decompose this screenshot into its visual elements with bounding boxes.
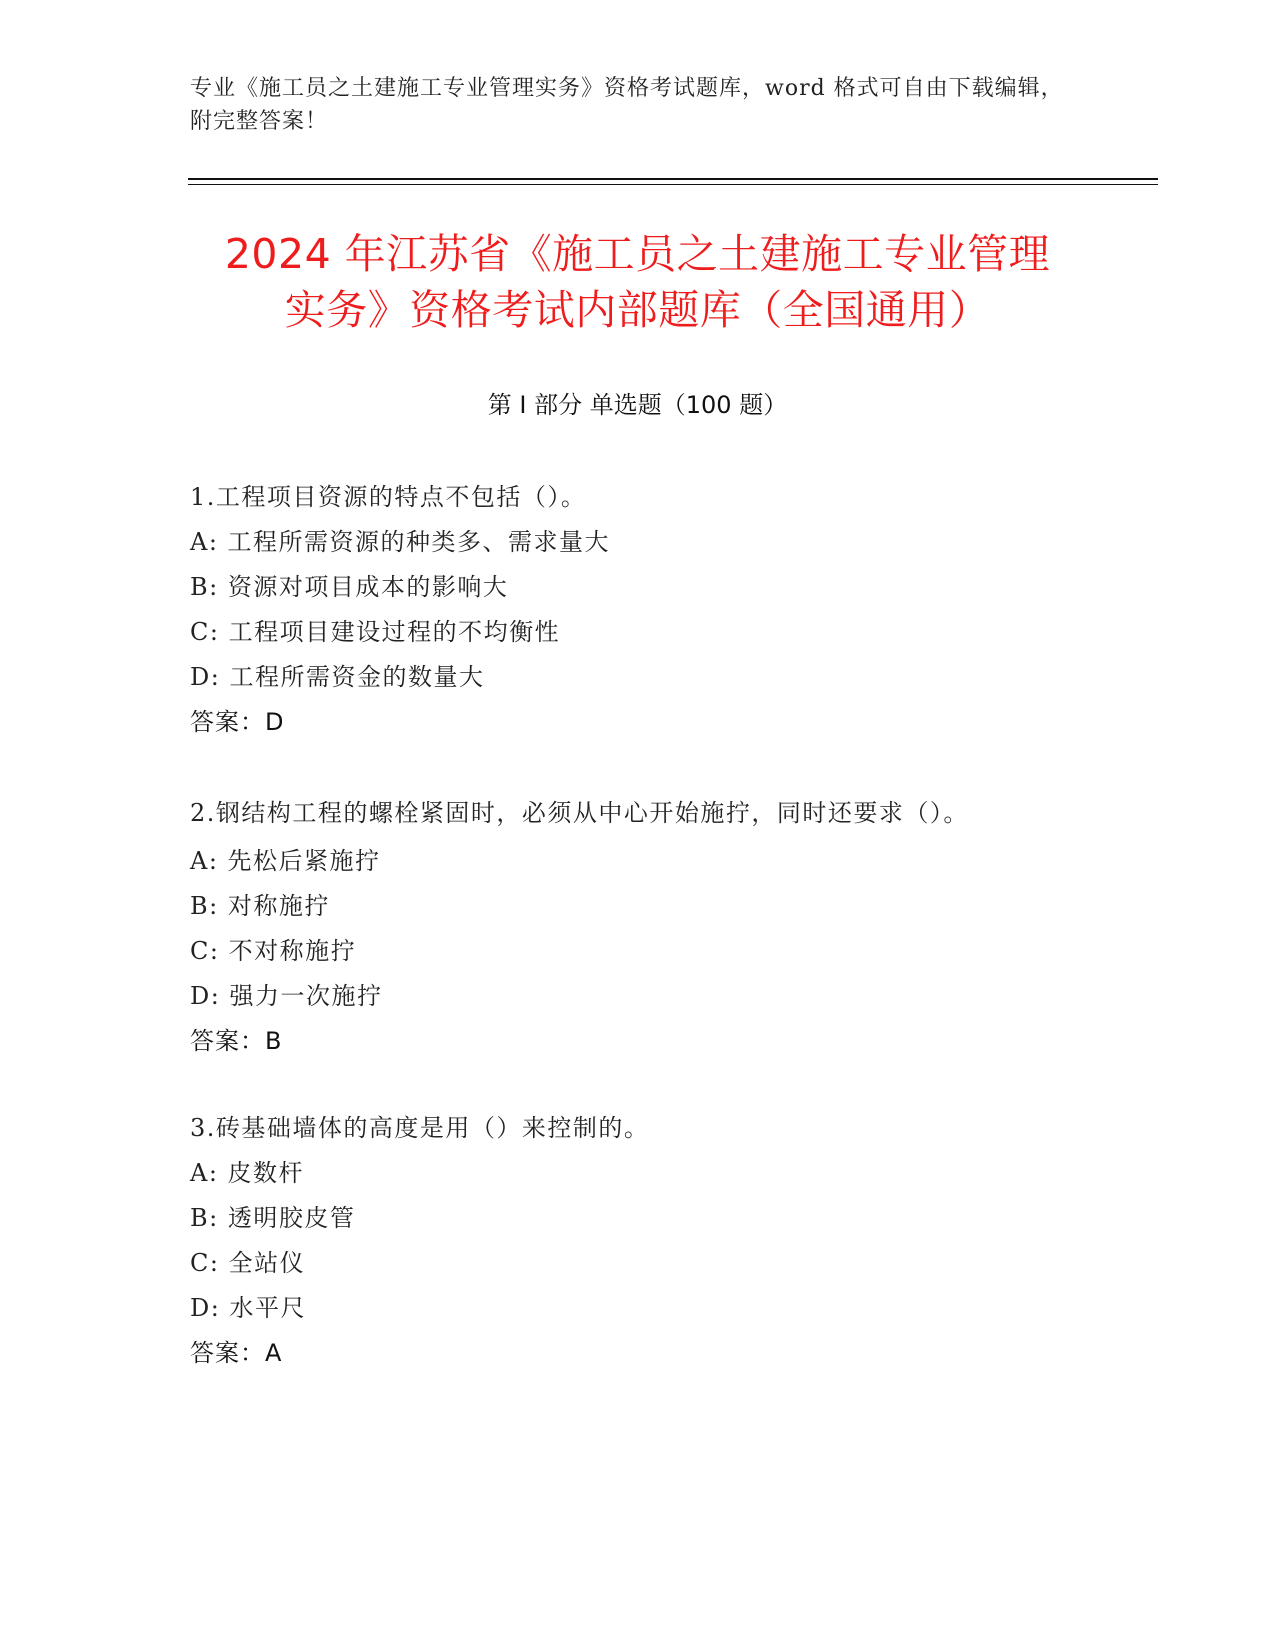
answer-label: 答案：D xyxy=(190,708,285,736)
header-divider-thick xyxy=(188,178,1158,180)
answer-label: 答案：A xyxy=(190,1339,283,1367)
option-b: B: 资源对项目成本的影响大 xyxy=(190,573,509,601)
option-c: C: 不对称施拧 xyxy=(190,937,357,965)
question-3 xyxy=(190,1106,1070,1376)
question-stem: 3.砖基础墙体的高度是用（）来控制的。 xyxy=(190,1114,650,1142)
question-stem: 2.钢结构工程的螺栓紧固时，必须从中心开始施拧，同时还要求（）。 xyxy=(190,799,969,827)
question-1 xyxy=(190,475,1070,745)
document-title-line-2: 实务》资格考试内部题库（全国通用） xyxy=(284,286,991,334)
question-list xyxy=(190,475,1070,1418)
option-b: B: 透明胶皮管 xyxy=(190,1204,356,1232)
document-title-line-1: 2024 年江苏省《施工员之土建施工专业管理 xyxy=(224,230,1051,278)
option-b: B: 对称施拧 xyxy=(190,892,330,920)
header-divider-thin xyxy=(188,184,1158,185)
document-title xyxy=(180,226,1095,338)
question-2 xyxy=(190,787,1070,1064)
answer-label: 答案：B xyxy=(190,1027,283,1055)
option-d: D: 工程所需资金的数量大 xyxy=(190,663,485,691)
option-c: C: 全站仪 xyxy=(190,1249,306,1277)
header-note: 专业《施工员之土建施工专业管理实务》资格考试题库，word 格式可自由下载编辑，附完整答案！ xyxy=(190,76,1064,134)
option-c: C: 工程项目建设过程的不均衡性 xyxy=(190,618,561,646)
option-a: A: 先松后紧施拧 xyxy=(190,847,381,875)
option-a: A: 工程所需资源的种类多、需求量大 xyxy=(190,528,611,556)
section-title: 第 I 部分 单选题（100 题） xyxy=(487,391,788,419)
option-d: D: 强力一次施拧 xyxy=(190,982,383,1010)
question-stem: 1.工程项目资源的特点不包括（）。 xyxy=(190,483,587,511)
option-a: A: 皮数杆 xyxy=(190,1159,305,1187)
option-d: D: 水平尺 xyxy=(190,1294,306,1322)
